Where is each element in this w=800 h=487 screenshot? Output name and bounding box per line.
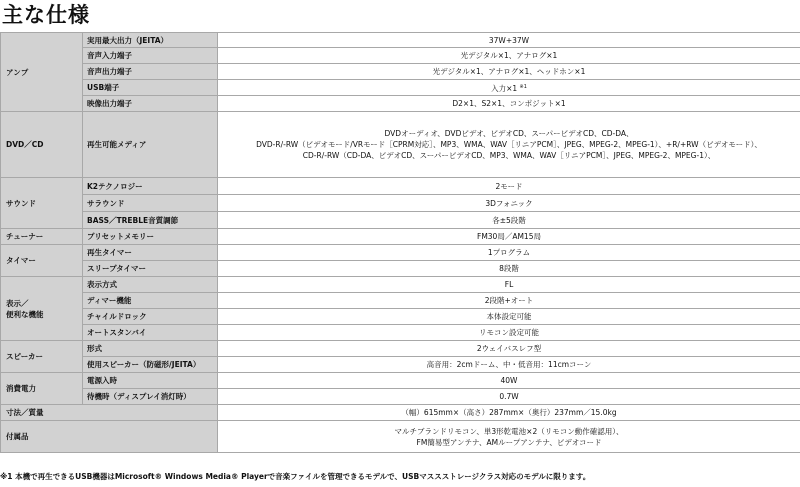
value-line [222, 139, 796, 150]
value-text: マルチブランドリモコン、単3形乾電池×2（リモコン動作確認用）、 [394, 426, 624, 436]
value-cell [218, 341, 800, 357]
spec-row [1, 212, 800, 229]
item-cell: BASS／TREBLE音質調節 [83, 212, 218, 229]
item-cell: 実用最大出力（JEITA） [83, 33, 218, 48]
value-cell [218, 405, 800, 421]
item-cell: 待機時（ディスプレイ消灯時） [83, 389, 218, 405]
value-cell [218, 421, 800, 453]
spec-row [1, 178, 800, 195]
value-text: 2モード [495, 181, 523, 191]
spec-table [0, 32, 800, 453]
category-cell: アンプ [1, 33, 83, 112]
value-text: FM30局／AM15局 [477, 232, 541, 241]
value-line [222, 263, 796, 274]
value-line [222, 247, 796, 258]
value-text: リモコン設定可能 [479, 328, 539, 337]
value-cell [218, 80, 800, 96]
spec-row [1, 64, 800, 80]
value-text: D2×1、S2×1、コンポジット×1 [452, 99, 566, 108]
spec-row [1, 80, 800, 96]
item-cell: 再生可能メディア [83, 112, 218, 178]
value-cell [218, 389, 800, 405]
category-cell: DVD／CD [1, 112, 83, 178]
category-cell: タイマー [1, 245, 83, 277]
value-line [222, 327, 796, 338]
value-cell [218, 357, 800, 373]
value-cell [218, 245, 800, 261]
item-cell: オートスタンバイ [83, 325, 218, 341]
footnote: ※1 本機で再生できるUSB機器はMicrosoft® Windows Media® Playerで音楽ファイルを管理できるモデルで、USBマススストレージクラス対応のモデルに限ります。 [0, 472, 591, 481]
spec-row [1, 48, 800, 64]
value-line [222, 279, 796, 290]
value-cell [218, 309, 800, 325]
value-text: 3Dフォニック [485, 198, 533, 208]
value-text: 光デジタル×1、アナログ×1 [460, 51, 558, 60]
value-text: 光デジタル×1、アナログ×1、ヘッドホン×1 [432, 67, 586, 76]
spec-row [1, 325, 800, 341]
value-line [222, 231, 796, 242]
item-cell: 電源入時 [83, 373, 218, 389]
category-cell: 付属品 [1, 421, 218, 453]
spec-row [1, 309, 800, 325]
value-text: FM簡易型アンテナ、AMループアンテナ、ビデオコード [416, 437, 602, 447]
value-text: 0.7W [499, 392, 519, 401]
footnote-marker: ※1 [519, 83, 527, 90]
value-cell [218, 96, 800, 112]
category-cell: スピーカー [1, 341, 83, 373]
spec-row [1, 373, 800, 389]
value-cell [218, 325, 800, 341]
value-line [222, 181, 796, 192]
value-line [222, 198, 796, 209]
value-line [222, 150, 796, 161]
value-cell [218, 277, 800, 293]
value-line [222, 311, 796, 322]
value-line [222, 343, 796, 354]
value-line [222, 98, 796, 109]
item-cell: 形式 [83, 341, 218, 357]
value-line [222, 426, 796, 437]
value-line [222, 375, 796, 386]
spec-row [1, 405, 800, 421]
category-cell: チューナー [1, 229, 83, 245]
category-cell: サウンド [1, 178, 83, 229]
item-cell: K2テクノロジー [83, 178, 218, 195]
value-cell [218, 229, 800, 245]
spec-row [1, 293, 800, 309]
item-cell: プリセットメモリー [83, 229, 218, 245]
item-cell: 使用スピーカー（防磁形/JEITA） [83, 357, 218, 373]
spec-row [1, 195, 800, 212]
category-cell: 表示／ 便利な機能 [1, 277, 83, 341]
value-line [222, 215, 796, 226]
value-text: DVDオーディオ、DVDビデオ、ビデオCD、スーパービデオCD、CD-DA、 [384, 129, 634, 138]
value-cell [218, 64, 800, 80]
value-text: 各±5段階 [492, 215, 526, 225]
page-title: 主な仕様 [2, 3, 90, 27]
spec-row [1, 261, 800, 277]
value-line [222, 391, 796, 402]
item-cell: チャイルドロック [83, 309, 218, 325]
value-cell [218, 178, 800, 195]
value-cell [218, 212, 800, 229]
value-text: 高音用：2cmドーム、中・低音用：11cmコーン [426, 360, 592, 369]
value-line [222, 437, 796, 448]
value-line [222, 35, 796, 46]
value-line [222, 128, 796, 139]
spec-row [1, 389, 800, 405]
spec-row [1, 229, 800, 245]
spec-row [1, 112, 800, 178]
value-text: 本体設定可能 [486, 312, 532, 321]
value-text: 1プログラム [487, 248, 531, 257]
value-line [222, 66, 796, 77]
item-cell: 映像出力端子 [83, 96, 218, 112]
value-text: 入力×1 [491, 83, 518, 93]
spec-row [1, 33, 800, 48]
item-cell: ディマー機能 [83, 293, 218, 309]
value-line [222, 359, 796, 370]
spec-table-body [1, 33, 800, 453]
spec-row [1, 341, 800, 357]
value-line [222, 50, 796, 61]
spec-row [1, 357, 800, 373]
value-cell [218, 293, 800, 309]
value-text: 2段階+オート [484, 296, 534, 305]
value-text: FL [504, 280, 514, 289]
item-cell: USB端子 [83, 80, 218, 96]
item-cell: サラウンド [83, 195, 218, 212]
spec-row [1, 96, 800, 112]
value-text: 37W+37W [488, 35, 530, 45]
item-cell: 音声出力端子 [83, 64, 218, 80]
item-cell: スリープタイマー [83, 261, 218, 277]
value-line [222, 407, 796, 418]
value-cell [218, 48, 800, 64]
item-cell: 音声入力端子 [83, 48, 218, 64]
item-cell: 表示方式 [83, 277, 218, 293]
value-cell [218, 195, 800, 212]
value-text: 2ウェイバスレフ型 [476, 344, 542, 353]
value-cell [218, 373, 800, 389]
item-cell: 再生タイマー [83, 245, 218, 261]
category-cell: 寸法／質量 [1, 405, 218, 421]
value-line [222, 82, 796, 94]
value-cell [218, 112, 800, 178]
spec-row [1, 245, 800, 261]
value-text: 8段階 [499, 264, 519, 273]
value-cell [218, 33, 800, 48]
value-text: CD-R/-RW（CD-DA、ビデオCD、スーパービデオCD、MP3、WMA、WAV［リニアPCM］、JPEG、MPEG-2、MPEG-1）、 [302, 151, 716, 160]
value-text: 40W [500, 376, 518, 385]
spec-row [1, 277, 800, 293]
spec-row [1, 421, 800, 453]
value-text: （幅）615mm×（高さ）287mm×（奥行）237mm／15.0kg [401, 408, 617, 417]
value-cell [218, 261, 800, 277]
value-text: DVD-R/-RW（ビデオモード/VRモード［CPRM対応］、MP3、WMA、WAV［リニアPCM］、JPEG、MPEG-2、MPEG-1）、+R/+RW（ビデオモード）、 [256, 140, 762, 149]
category-cell: 消費電力 [1, 373, 83, 405]
value-line [222, 295, 796, 306]
